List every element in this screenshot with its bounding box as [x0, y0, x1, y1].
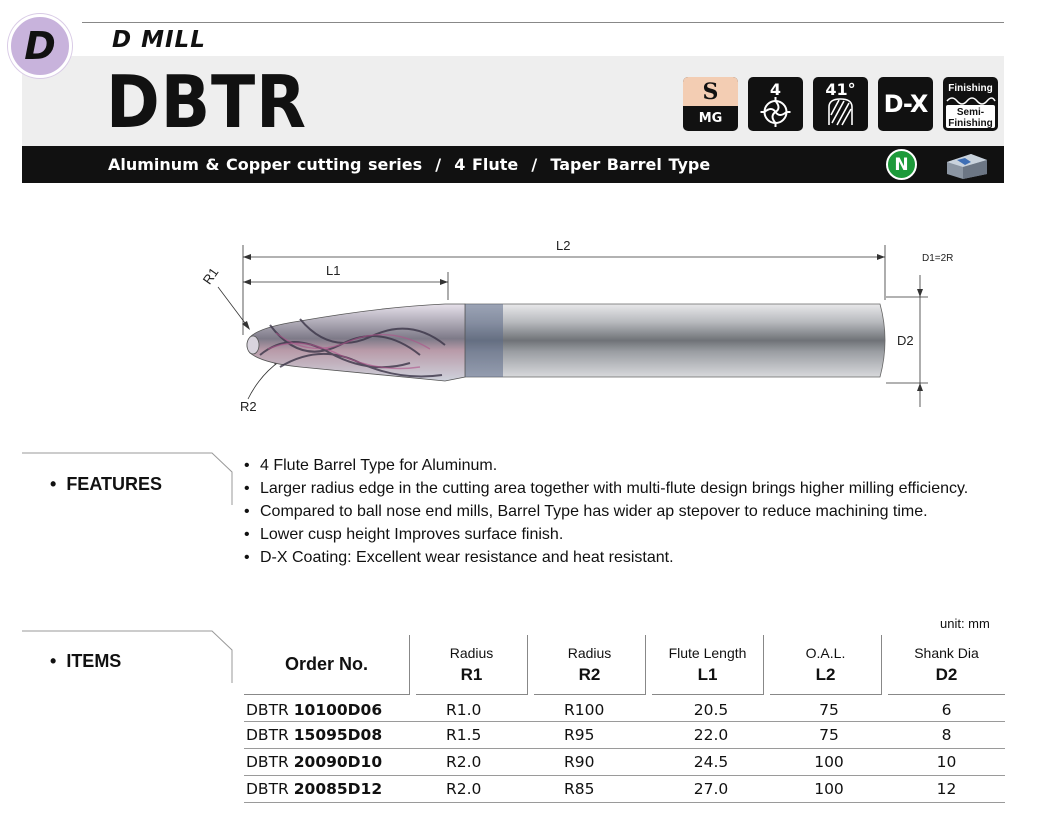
series-label: D MILL: [112, 27, 206, 53]
header-r1: Radius R1: [416, 635, 534, 695]
spec-badges: [683, 77, 998, 131]
coating-label: D-X: [883, 90, 928, 118]
header-d2: Shank Dia D2: [888, 635, 1005, 695]
dim-r2-label: R2: [240, 399, 257, 414]
cell-d2: 6: [888, 695, 1005, 722]
section-tab[interactable]: [8, 14, 72, 78]
material-badge-bottom: MG: [698, 111, 723, 126]
dim-r1-label: R1: [199, 264, 222, 288]
flute-count: 4: [769, 80, 782, 99]
feature-item: • Larger radius edge in the cutting area together with multi-flute design brings higher milling efficiency.: [244, 477, 1004, 500]
header-l1: Flute Length L1: [652, 635, 770, 695]
dim-l2-label: L2: [556, 238, 571, 253]
items-label: • ITEMS: [50, 651, 122, 671]
cell-l1: 20.5: [652, 695, 770, 722]
feature-item: • 4 Flute Barrel Type for Aluminum.: [244, 454, 1004, 477]
cell-d2: 10: [888, 749, 1005, 776]
items-table: [244, 635, 1005, 803]
cell-order-no: DBTR 20090D10: [244, 749, 416, 776]
semi-finishing-label: Semi- Finishing: [948, 107, 993, 129]
flute-icon: [748, 77, 803, 131]
header-r2: Radius R2: [534, 635, 652, 695]
table-row: [244, 776, 1005, 803]
cell-r2: R85: [534, 776, 652, 803]
cell-r2: R100: [534, 695, 652, 722]
header-order-no: Order No.: [244, 635, 416, 695]
cell-l2: 100: [770, 776, 888, 803]
product-title: DBTR: [106, 60, 307, 144]
finishing-badge: [943, 77, 998, 131]
dim-d2-label: D2: [897, 333, 914, 348]
cell-d2: 8: [888, 722, 1005, 749]
n-material-icon: N: [886, 149, 917, 180]
feature-item: • Compared to ball nose end mills, Barrel Type has wider ap stepover to reduce machining time.: [244, 500, 1004, 523]
table-row: [244, 695, 1005, 722]
flute-count-badge: [748, 77, 803, 131]
cell-l2: 75: [770, 722, 888, 749]
cell-l1: 22.0: [652, 722, 770, 749]
cell-r1: R2.0: [416, 749, 534, 776]
cell-l2: 75: [770, 695, 888, 722]
endmill-drawing: [180, 225, 980, 425]
feature-item: • Lower cusp height Improves surface finish.: [244, 523, 1004, 546]
helix-angle-badge: [813, 77, 868, 131]
dim-l1-label: L1: [326, 263, 341, 278]
unit-label: unit: mm: [940, 616, 990, 631]
cell-d2: 12: [888, 776, 1005, 803]
cell-order-no: DBTR 20085D12: [244, 776, 416, 803]
features-list: [244, 454, 1004, 569]
cell-order-no: DBTR 10100D06: [244, 695, 416, 722]
material-badge: [683, 77, 738, 131]
header-l2: O.A.L. L2: [770, 635, 888, 695]
section-letter: D: [24, 24, 56, 68]
workpiece-icon: [945, 150, 989, 180]
cell-l1: 24.5: [652, 749, 770, 776]
cell-r2: R90: [534, 749, 652, 776]
cell-l1: 27.0: [652, 776, 770, 803]
cell-r2: R95: [534, 722, 652, 749]
feature-item: • D-X Coating: Excellent wear resistance and heat resistant.: [244, 546, 1004, 569]
cell-r1: R2.0: [416, 776, 534, 803]
dim-d1-label: D1=2R: [922, 253, 954, 264]
coating-badge: [878, 77, 933, 131]
table-row: [244, 722, 1005, 749]
table-row: [244, 749, 1005, 776]
cell-order-no: DBTR 15095D08: [244, 722, 416, 749]
cell-l2: 100: [770, 749, 888, 776]
finishing-label: Finishing: [948, 83, 993, 94]
helix-icon: [813, 77, 868, 131]
cell-r1: R1.5: [416, 722, 534, 749]
series-description: Aluminum & Copper cutting series / 4 Flute / Taper Barrel Type: [108, 155, 711, 174]
helix-angle: 41°: [825, 80, 856, 99]
table-header-row: [244, 635, 1005, 695]
features-label: • FEATURES: [50, 474, 162, 494]
material-badge-top: S: [683, 77, 738, 106]
cell-r1: R1.0: [416, 695, 534, 722]
header-top-rule: [82, 22, 1004, 23]
